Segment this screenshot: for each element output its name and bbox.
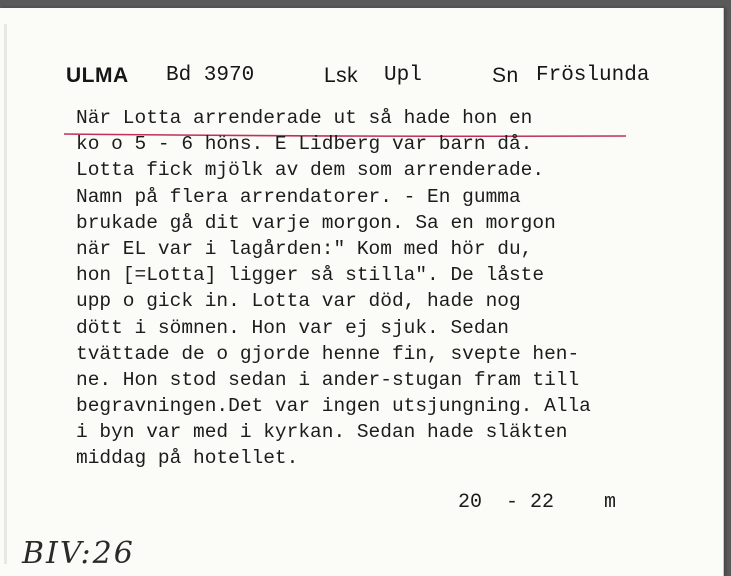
archive-card <box>0 8 724 576</box>
parish-value: Fröslunda <box>536 64 650 87</box>
page-range: 20 - 22 <box>458 491 555 514</box>
card-edge-shadow <box>4 24 7 564</box>
body-line: middag på hotellet. <box>76 447 299 470</box>
page-unit: m <box>604 491 617 514</box>
parish-label: Sn <box>492 64 519 87</box>
body-line: när EL var i lagården:" Kom med hör du, <box>76 237 533 260</box>
body-line: Lotta fick mjölk av dem som arrenderade. <box>76 159 545 182</box>
province-value: Upl <box>384 64 422 87</box>
body-line: ne. Hon stod sedan i ander-stugan fram till <box>76 368 580 391</box>
body-line: upp o gick in. Lotta var död, hade nog <box>76 290 521 313</box>
body-line: i byn var med i kyrkan. Sedan hade släkten <box>76 421 568 444</box>
body-line: När Lotta arrenderade ut så hade hon en <box>76 107 533 129</box>
handwritten-signum: BIV:26 <box>22 536 135 571</box>
body-line: tvättade de o gjorde henne fin, svepte hen- <box>76 342 580 365</box>
body-line: Namn på flera arrendatorer. - En gumma <box>76 185 521 208</box>
province-label: Lsk <box>324 64 359 87</box>
card-body <box>76 105 591 472</box>
archive-name: ULMA <box>66 64 129 87</box>
body-line: dött i sömnen. Hon var ej sjuk. Sedan <box>76 316 509 339</box>
body-line: brukade gå dit varje morgon. Sa en morgon <box>76 211 556 234</box>
body-line: hon [=Lotta] ligger så stilla". De låste <box>76 264 545 287</box>
body-line: begravningen.Det var ingen utsjungning. Alla <box>76 395 591 418</box>
body-line: ko o 5 - 6 höns. E Lidberg var barn då. <box>76 133 533 156</box>
volume-number: Bd 3970 <box>166 64 255 87</box>
